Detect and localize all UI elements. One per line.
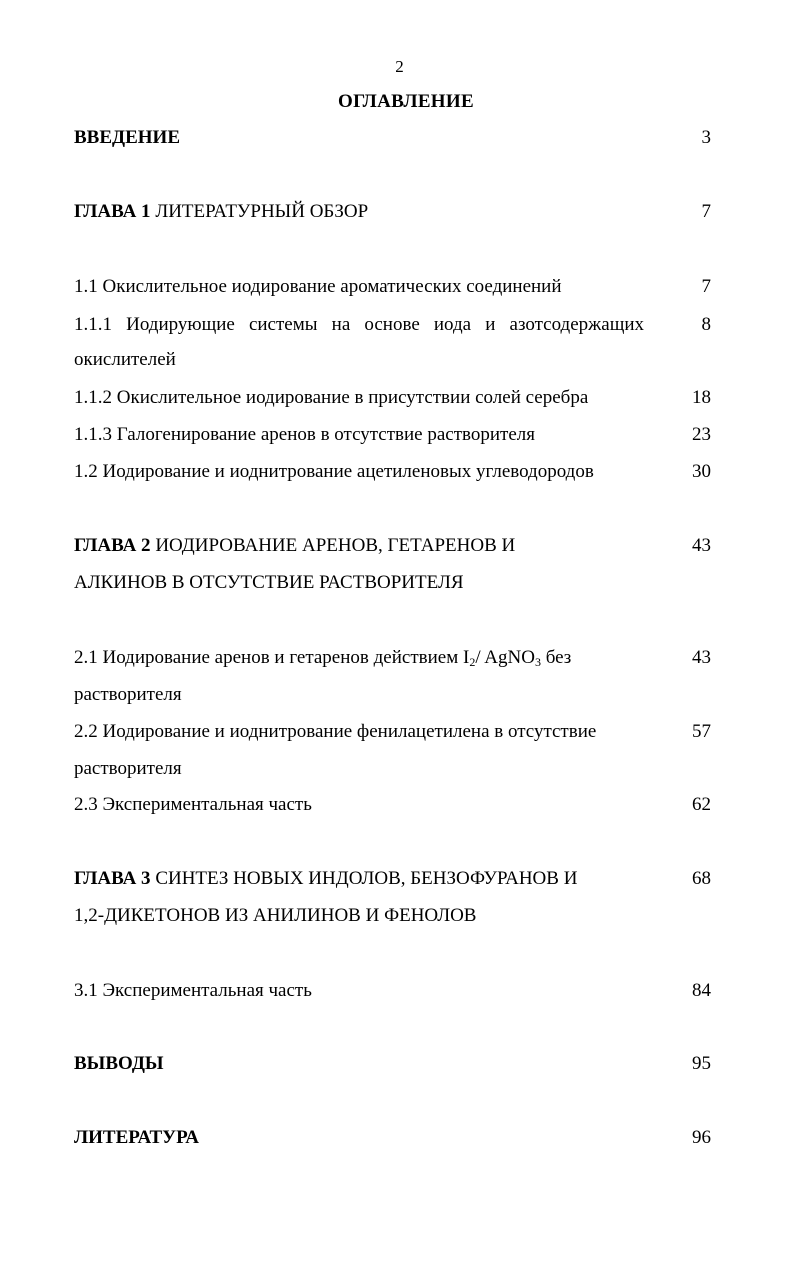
section-2-1-text-c: без	[540, 647, 572, 668]
toc-section-1-1-1-page: 8	[701, 314, 711, 335]
toc-chapter-3-page: 68	[692, 868, 711, 889]
toc-section-2-2-page: 57	[692, 721, 711, 742]
toc-section-2-1-line1	[74, 646, 674, 670]
section-2-1-sub-b: 3	[534, 655, 541, 669]
page-number: 2	[395, 57, 404, 76]
toc-chapter-3-line2: 1,2-ДИКЕТОНОВ ИЗ АНИЛИНОВ И ФЕНОЛОВ	[74, 905, 477, 926]
section-2-1-sub-a: 2	[469, 655, 476, 669]
toc-chapter-1-page: 7	[701, 201, 711, 222]
toc-section-1-2-page: 30	[692, 461, 711, 482]
toc-section-1-1: 1.1 Окислительное иодирование ароматических соединений	[74, 276, 562, 297]
toc-section-2-3-page: 62	[692, 794, 711, 815]
toc-chapter-1	[74, 200, 674, 224]
section-2-1-text-b: / AgNO	[475, 647, 535, 668]
toc-section-3-1-page: 84	[692, 980, 711, 1001]
toc-intro-label: ВВЕДЕНИЕ	[74, 127, 180, 148]
chapter-1-prefix: ГЛАВА 1	[74, 201, 151, 222]
chapter-1-title: ЛИТЕРАТУРНЫЙ ОБЗОР	[150, 201, 369, 222]
toc-literature-page: 96	[692, 1127, 711, 1148]
toc-section-2-2-line2: растворителя	[74, 758, 182, 779]
toc-literature-label: ЛИТЕРАТУРА	[74, 1127, 200, 1148]
toc-chapter-2-page: 43	[692, 535, 711, 556]
toc-section-1-1-page: 7	[701, 276, 711, 297]
toc-section-1-1-2-page: 18	[692, 387, 711, 408]
toc-intro-page: 3	[701, 127, 711, 148]
toc-conclusions-label: ВЫВОДЫ	[74, 1053, 164, 1074]
toc-section-2-3: 2.3 Экспериментальная часть	[74, 794, 312, 815]
toc-section-2-1-page: 43	[692, 647, 711, 668]
toc-conclusions-page: 95	[692, 1053, 711, 1074]
toc-section-1-2: 1.2 Иодирование и иоднитрование ацетиленовых углеводородов	[74, 461, 594, 482]
page-title: ОГЛАВЛЕНИЕ	[338, 91, 474, 112]
chapter-2-title: ИОДИРОВАНИЕ АРЕНОВ, ГЕТАРЕНОВ И	[150, 535, 516, 556]
chapter-3-title: СИНТЕЗ НОВЫХ ИНДОЛОВ, БЕНЗОФУРАНОВ И	[150, 868, 578, 889]
chapter-2-prefix: ГЛАВА 2	[74, 535, 151, 556]
toc-section-2-1-line2: растворителя	[74, 684, 182, 705]
toc-section-1-1-3: 1.1.3 Галогенирование аренов в отсутствие растворителя	[74, 424, 536, 445]
toc-section-1-1-1-line1: 1.1.1 Иодирующие системы на основе иода и азотсодержащих	[74, 314, 644, 335]
toc-section-3-1: 3.1 Экспериментальная часть	[74, 980, 312, 1001]
section-2-1-text-a: 2.1 Иодирование аренов и гетаренов действием I	[74, 647, 470, 668]
toc-section-2-2-line1: 2.2 Иодирование и иоднитрование фенилацетилена в отсутствие	[74, 721, 597, 742]
toc-section-1-1-1-line2: окислителей	[74, 349, 176, 370]
chapter-3-prefix: ГЛАВА 3	[74, 868, 151, 889]
toc-chapter-3-line1	[74, 867, 674, 891]
toc-chapter-2-line2: АЛКИНОВ В ОТСУТСТВИЕ РАСТВОРИТЕЛЯ	[74, 572, 464, 593]
toc-section-1-1-3-page: 23	[692, 424, 711, 445]
toc-section-1-1-2: 1.1.2 Окислительное иодирование в присутствии солей серебра	[74, 387, 589, 408]
toc-chapter-2-line1	[74, 534, 674, 558]
